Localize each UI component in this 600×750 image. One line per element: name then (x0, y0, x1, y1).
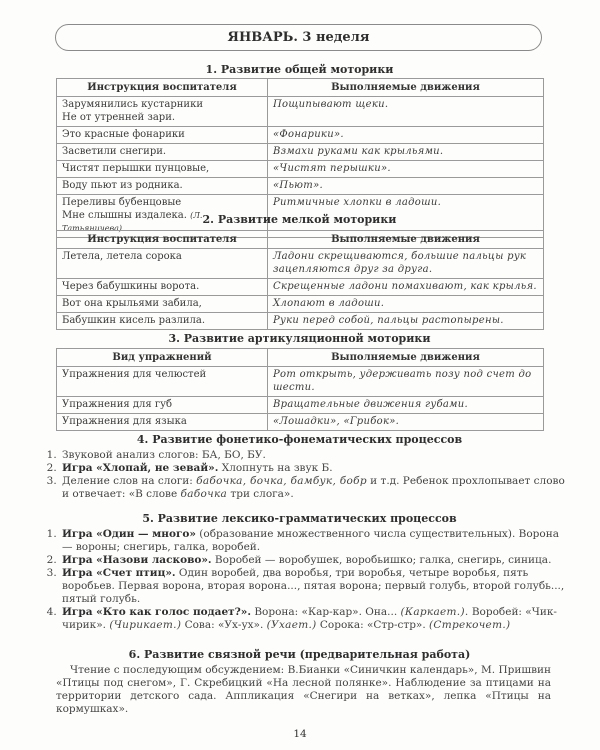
exercise-type-cell: Упражнения для языка (57, 414, 268, 431)
column-header: Вид упражнений (57, 349, 268, 367)
table-row (57, 367, 544, 397)
table-row (57, 144, 544, 161)
instruction-cell: Летела, летела сорока (57, 249, 268, 279)
table-row (57, 414, 544, 431)
movement-cell: «Пьют». (268, 178, 544, 195)
column-header: Инструкция воспитателя (57, 231, 268, 249)
movement-cell: «Чистят перышки». (268, 161, 544, 178)
movement-cell: Скрещенные ладони помахивают, как крылья. (268, 279, 544, 296)
list-item: 4. Игра «Кто как голос подает?». Ворона: «Кар-кар». Она... (Каркает.). Воробей: «Чик-чирик». (Чирикает.) Сова: «Ух-ух». (Ухает.) Сорока: «Стр-стр». (Стрекочет.) (60, 606, 572, 632)
table-row (57, 178, 544, 195)
instruction-cell: Воду пьют из родника. (57, 178, 268, 195)
exercise-type-cell: Упражнения для челюстей (57, 367, 268, 397)
table-row (57, 249, 544, 279)
list-item: 3. Деление слов на слоги: бабочка, бочка, бамбук, бобр и т.д. Ребенок прохлопывает слово и отвечает: «В слове бабочка три слога». (60, 475, 572, 501)
table-row (57, 279, 544, 296)
phonetic-list (44, 449, 572, 501)
instruction-cell: Зарумянились кустарники Не от утренней зари. (57, 97, 268, 127)
section-5-title: 5. Развитие лексико-грамматических процессов (142, 512, 457, 525)
movement-cell: Вращательные движения губами. (268, 397, 544, 414)
list-item: 2. Игра «Хлопай, не зевай». Хлопнуть на звук Б. (60, 462, 572, 475)
articulation-table (56, 348, 544, 431)
list-item: 2. Игра «Назови ласково». Воробей — воробушек, воробьишко; галка, снегирь, синица. (60, 554, 572, 567)
table-row (57, 397, 544, 414)
movement-cell: «Фонарики». (268, 127, 544, 144)
movement-cell: Ритмичные хлопки в ладоши. (268, 195, 544, 238)
table-header-row (57, 349, 544, 367)
column-header: Выполняемые движения (268, 79, 544, 97)
table-header-row (57, 79, 544, 97)
page-title: ЯНВАРЬ. 3 неделя (55, 24, 542, 51)
list-item: 3. Игра «Счет птиц». Один воробей, два воробья, три воробья, четыре воробья, пять воробьев. Первая ворона, вторая ворона..., пятая ворона; первый голубь, второй голубь..., пятый голубь. (60, 567, 572, 606)
instruction-cell: Это красные фонарики (57, 127, 268, 144)
table-header-row (57, 231, 544, 249)
section-1-title: 1. Развитие общей моторики (205, 63, 394, 76)
fine-motor-table (56, 230, 544, 330)
section-3-title: 3. Развитие артикуляционной моторики (168, 332, 431, 345)
table-row (57, 313, 544, 330)
instruction-cell: Чистят перышки пунцовые, (57, 161, 268, 178)
column-header: Выполняемые движения (268, 231, 544, 249)
movement-cell: Ладони скрещиваются, большие пальцы рук зацепляются друг за друга. (268, 249, 544, 279)
exercise-type-cell: Упражнения для губ (57, 397, 268, 414)
instruction-cell: Засветили снегири. (57, 144, 268, 161)
table-row (57, 296, 544, 313)
lexical-list (44, 528, 572, 632)
section-2-title: 2. Развитие мелкой моторики (202, 213, 397, 226)
section-6-title: 6. Развитие связной речи (предварительная работа) (128, 648, 471, 661)
movement-cell: Пощипывают щеки. (268, 97, 544, 127)
table-row (57, 127, 544, 144)
list-item: 1. Игра «Один — много» (образование множественного числа существительных). Ворона — вороны; снегирь, галка, воробей. (60, 528, 572, 554)
table-row (57, 97, 544, 127)
movement-cell: Руки перед собой, пальцы растопырены. (268, 313, 544, 330)
column-header: Выполняемые движения (268, 349, 544, 367)
instruction-cell: Через бабушкины ворота. (57, 279, 268, 296)
instruction-cell: Вот она крыльями забила, (57, 296, 268, 313)
instruction-cell: Переливы бубенцовые Мне слышны издалека. (Л. Татьяничева) (57, 195, 268, 238)
page-number: 14 (293, 728, 307, 740)
movement-cell: Хлопают в ладоши. (268, 296, 544, 313)
table-row (57, 161, 544, 178)
list-item: 1. Звуковой анализ слогов: БА, БО, БУ. (60, 449, 572, 462)
poem-author: (Л. Татьяничева) (62, 211, 203, 233)
movement-cell: Взмахи руками как крыльями. (268, 144, 544, 161)
movement-cell: Рот открыть, удерживать позу под счет до шести. (268, 367, 544, 397)
column-header: Инструкция воспитателя (57, 79, 268, 97)
instruction-cell: Бабушкин кисель разлила. (57, 313, 268, 330)
movement-cell: «Лошадки», «Грибок». (268, 414, 544, 431)
section-6-paragraph: Чтение с последующим обсуждением: В.Бианки «Синичкин календарь», М. Пришвин «Птицы под снегом», Г. Скребицкий «На лесной полянке». Наблюдение за птицами на территории детского сада. Аппликация «Снегири на ветках», лепка «Птицы на кормушках». (56, 664, 551, 715)
section-4-title: 4. Развитие фонетико-фонематических процессов (136, 433, 463, 446)
